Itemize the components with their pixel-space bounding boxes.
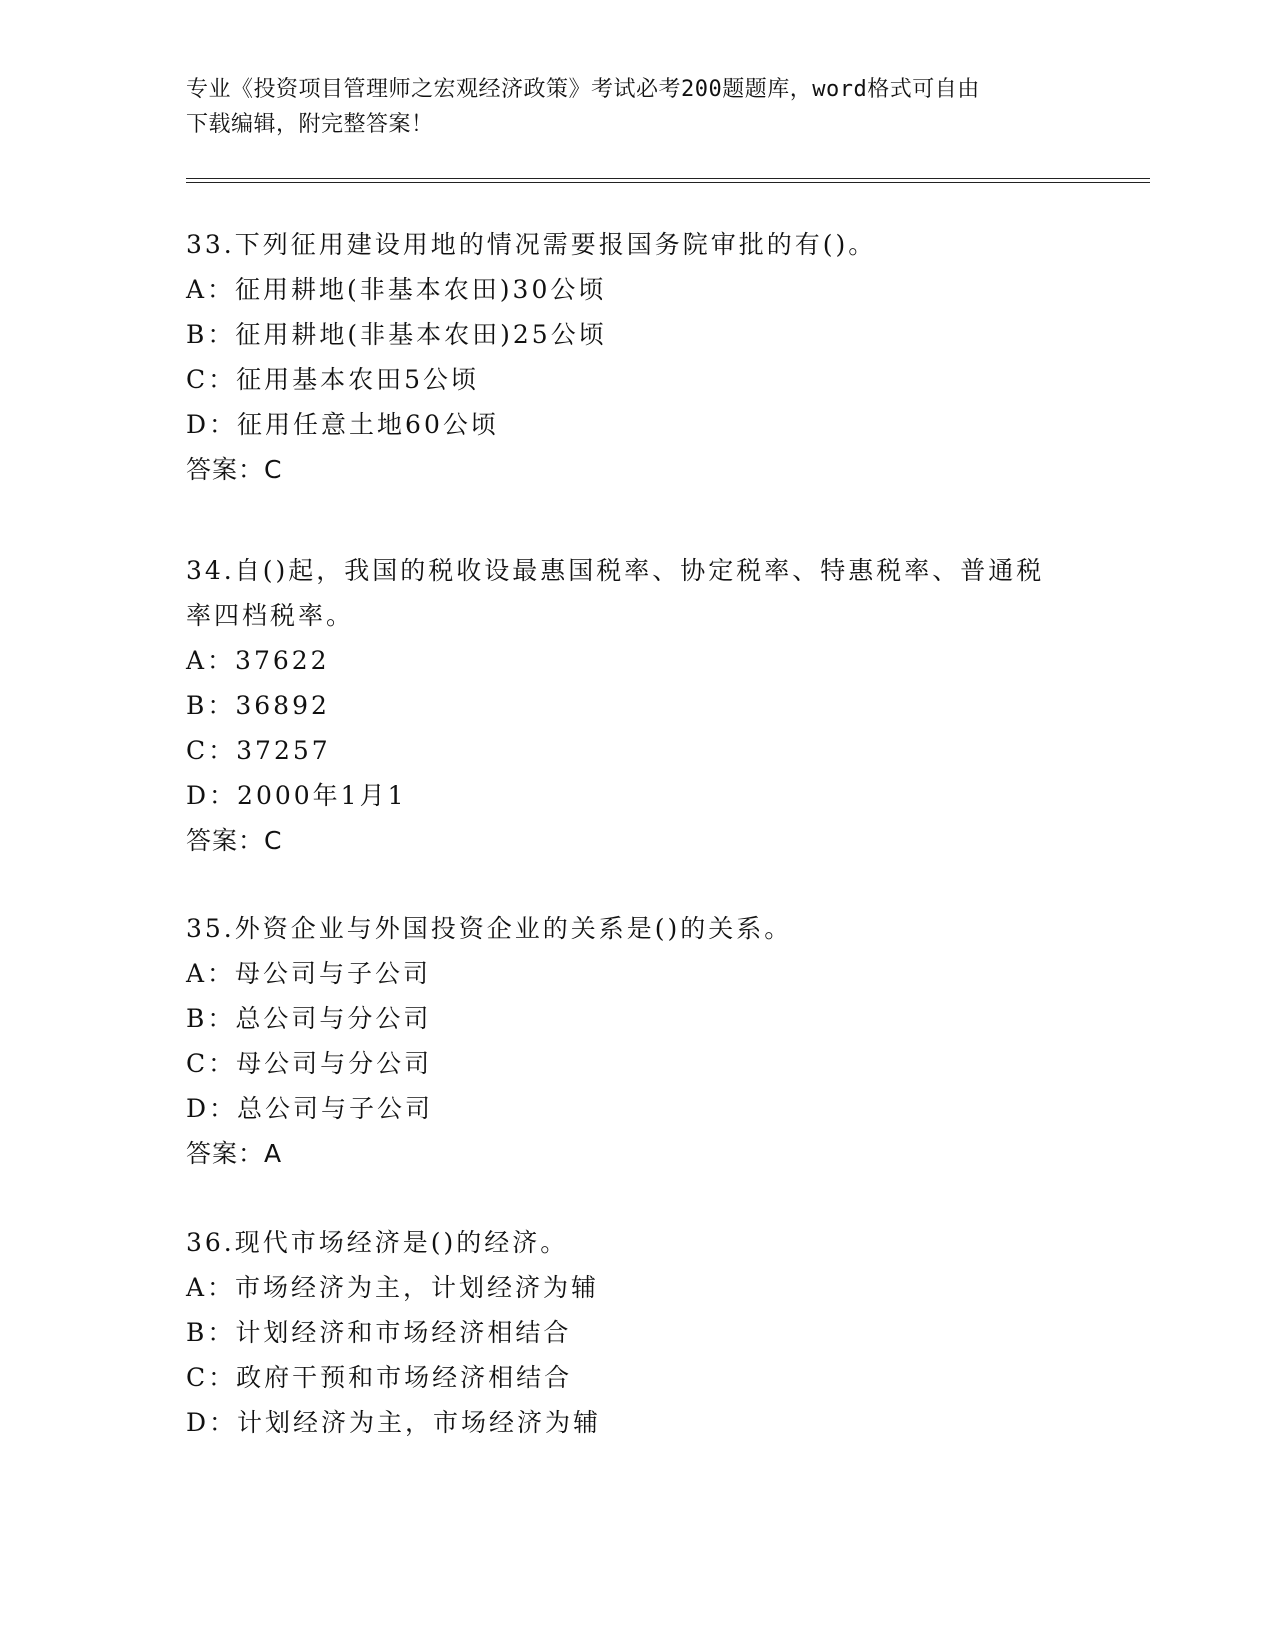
- document-header: [186, 72, 1066, 142]
- option-d: D：2000年1月1: [186, 781, 407, 810]
- question-stem: 34.自()起，我国的税收设最惠国税率、协定税率、特惠税率、普通税率四档税率。: [186, 556, 1045, 630]
- option-c: C：征用基本农田5公顷: [186, 365, 480, 394]
- question-35: [186, 906, 1086, 1176]
- divider-line-bottom: [186, 182, 1150, 183]
- option-c: C：政府干预和市场经济相结合: [186, 1363, 573, 1392]
- option-b: B：36892: [186, 691, 330, 720]
- divider-line-top: [186, 178, 1150, 179]
- question-33: [186, 222, 1086, 492]
- option-d: D：征用任意土地60公顷: [186, 410, 499, 439]
- header-divider: [186, 178, 1150, 184]
- header-line-2: 下载编辑，附完整答案！: [186, 112, 434, 137]
- option-a: A：征用耕地(非基本农田)30公顷: [186, 275, 607, 304]
- option-a: A：母公司与子公司: [186, 959, 432, 988]
- question-34: [186, 548, 1086, 863]
- question-stem: 35.外资企业与外国投资企业的关系是()的关系。: [186, 914, 793, 943]
- question-stem: 36.现代市场经济是()的经济。: [186, 1228, 569, 1257]
- question-36: [186, 1220, 1086, 1445]
- option-b: B：计划经济和市场经济相结合: [186, 1318, 572, 1347]
- answer: 答案：C: [186, 455, 283, 484]
- option-c: C：37257: [186, 736, 331, 765]
- option-b: B：总公司与分公司: [186, 1004, 432, 1033]
- option-d: D：计划经济为主，市场经济为辅: [186, 1408, 602, 1437]
- answer: 答案：C: [186, 826, 283, 855]
- answer: 答案：A: [186, 1139, 283, 1168]
- option-d: D：总公司与子公司: [186, 1094, 434, 1123]
- option-a: A：37622: [186, 646, 330, 675]
- option-a: A：市场经济为主，计划经济为辅: [186, 1273, 600, 1302]
- option-c: C：母公司与分公司: [186, 1049, 433, 1078]
- option-b: B：征用耕地(非基本农田)25公顷: [186, 320, 607, 349]
- question-stem: 33.下列征用建设用地的情况需要报国务院审批的有()。: [186, 230, 877, 259]
- header-line-1: 专业《投资项目管理师之宏观经济政策》考试必考200题题库，word格式可自由: [186, 77, 980, 102]
